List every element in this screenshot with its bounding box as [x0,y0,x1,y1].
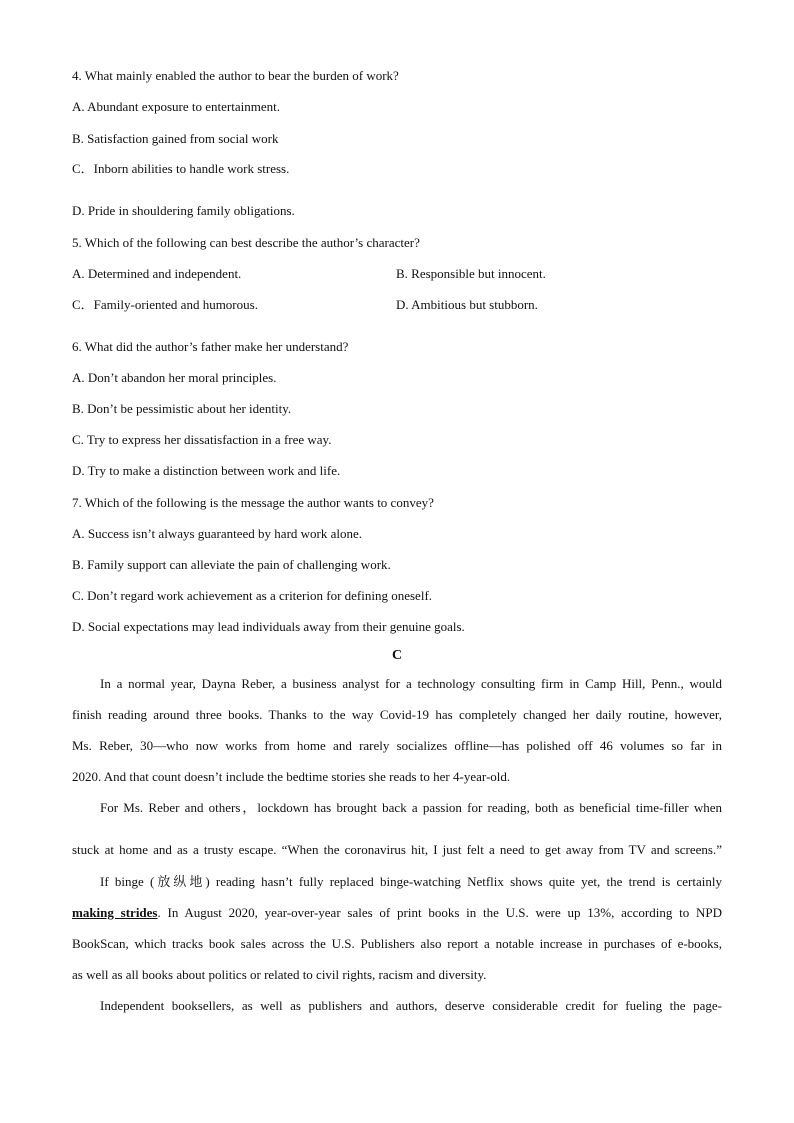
question-5-option-b: B. Responsible but innocent. [396,266,546,281]
question-7-stem: 7. Which of the following is the message the author wants to convey? [72,495,434,510]
paragraph-1-line-4: 2020. And that count doesn’t include the bedtime stories she reads to her 4-year-old. [72,769,511,784]
question-4-option-b: B. Satisfaction gained from social work [72,131,279,146]
question-6-option-c: C. Try to express her dissatisfaction in a free way. [72,432,332,447]
paragraph-3-line-4: as well as all books about politics or related to civil rights, racism and diversity. [72,967,487,982]
paragraph-3-line-3: BookScan, which tracks book sales across the U.S. Publishers also report a notable increase in purchases of e-books, [72,936,722,951]
paragraph-1-line-3: Ms. Reber, 30—who now works from home and rarely socializes offline—has polished off 46 volumes so far in [72,738,722,753]
paragraph-1-line-2: finish reading around three books. Thanks to the way Covid-19 has completely changed her daily routine, however, [72,707,722,722]
question-7-option-c: C. Don’t regard work achievement as a criterion for defining oneself. [72,588,433,603]
question-6-stem: 6. What did the author’s father make her understand? [72,339,349,354]
question-5-option-c: C．Family-oriented and humorous. [72,297,258,312]
question-6-option-d: D. Try to make a distinction between work and life. [72,463,341,478]
paragraph-3-line-2-text: . In August 2020, year-over-year sales of print books in the U.S. were up 13%, according to NPD [157,905,722,920]
paragraph-2-line-1: For Ms. Reber and others，lockdown has brought back a passion for reading, both as beneficial time-filler when [100,800,722,815]
paragraph-4-line-1: Independent booksellers, as well as publishers and authors, deserve considerable credit for fueling the page- [100,998,722,1013]
question-4-option-c: C．Inborn abilities to handle work stress. [72,161,290,176]
question-4-option-a: A. Abundant exposure to entertainment. [72,99,280,114]
paragraph-3-line-2 [72,905,722,921]
paragraph-3-line-1: If binge (放纵地) reading hasn’t fully replaced binge-watching Netflix shows quite yet, the trend is certainly [100,874,722,889]
section-heading: C [391,648,403,663]
question-4-option-d: D. Pride in shouldering family obligations. [72,203,295,218]
question-7-option-a: A. Success isn’t always guaranteed by hard work alone. [72,526,363,541]
question-6-option-a: A. Don’t abandon her moral principles. [72,370,277,385]
highlighted-phrase: making strides [72,905,158,920]
question-5-option-d: D. Ambitious but stubborn. [396,297,538,312]
question-5-stem: 5. Which of the following can best describe the author’s character? [72,235,420,250]
paragraph-2-line-2: stuck at home and as a trusty escape. “When the coronavirus hit, I just felt a need to get away from TV and screens.” [72,842,722,857]
question-4-stem: 4. What mainly enabled the author to bear the burden of work? [72,68,399,83]
question-5-option-a: A. Determined and independent. [72,266,242,281]
paragraph-1-line-1: In a normal year, Dayna Reber, a business analyst for a technology consulting firm in Camp Hill, Penn., would [100,676,722,691]
question-7-option-d: D. Social expectations may lead individuals away from their genuine goals. [72,619,465,634]
question-6-option-b: B. Don’t be pessimistic about her identity. [72,401,292,416]
question-7-option-b: B. Family support can alleviate the pain of challenging work. [72,557,391,572]
